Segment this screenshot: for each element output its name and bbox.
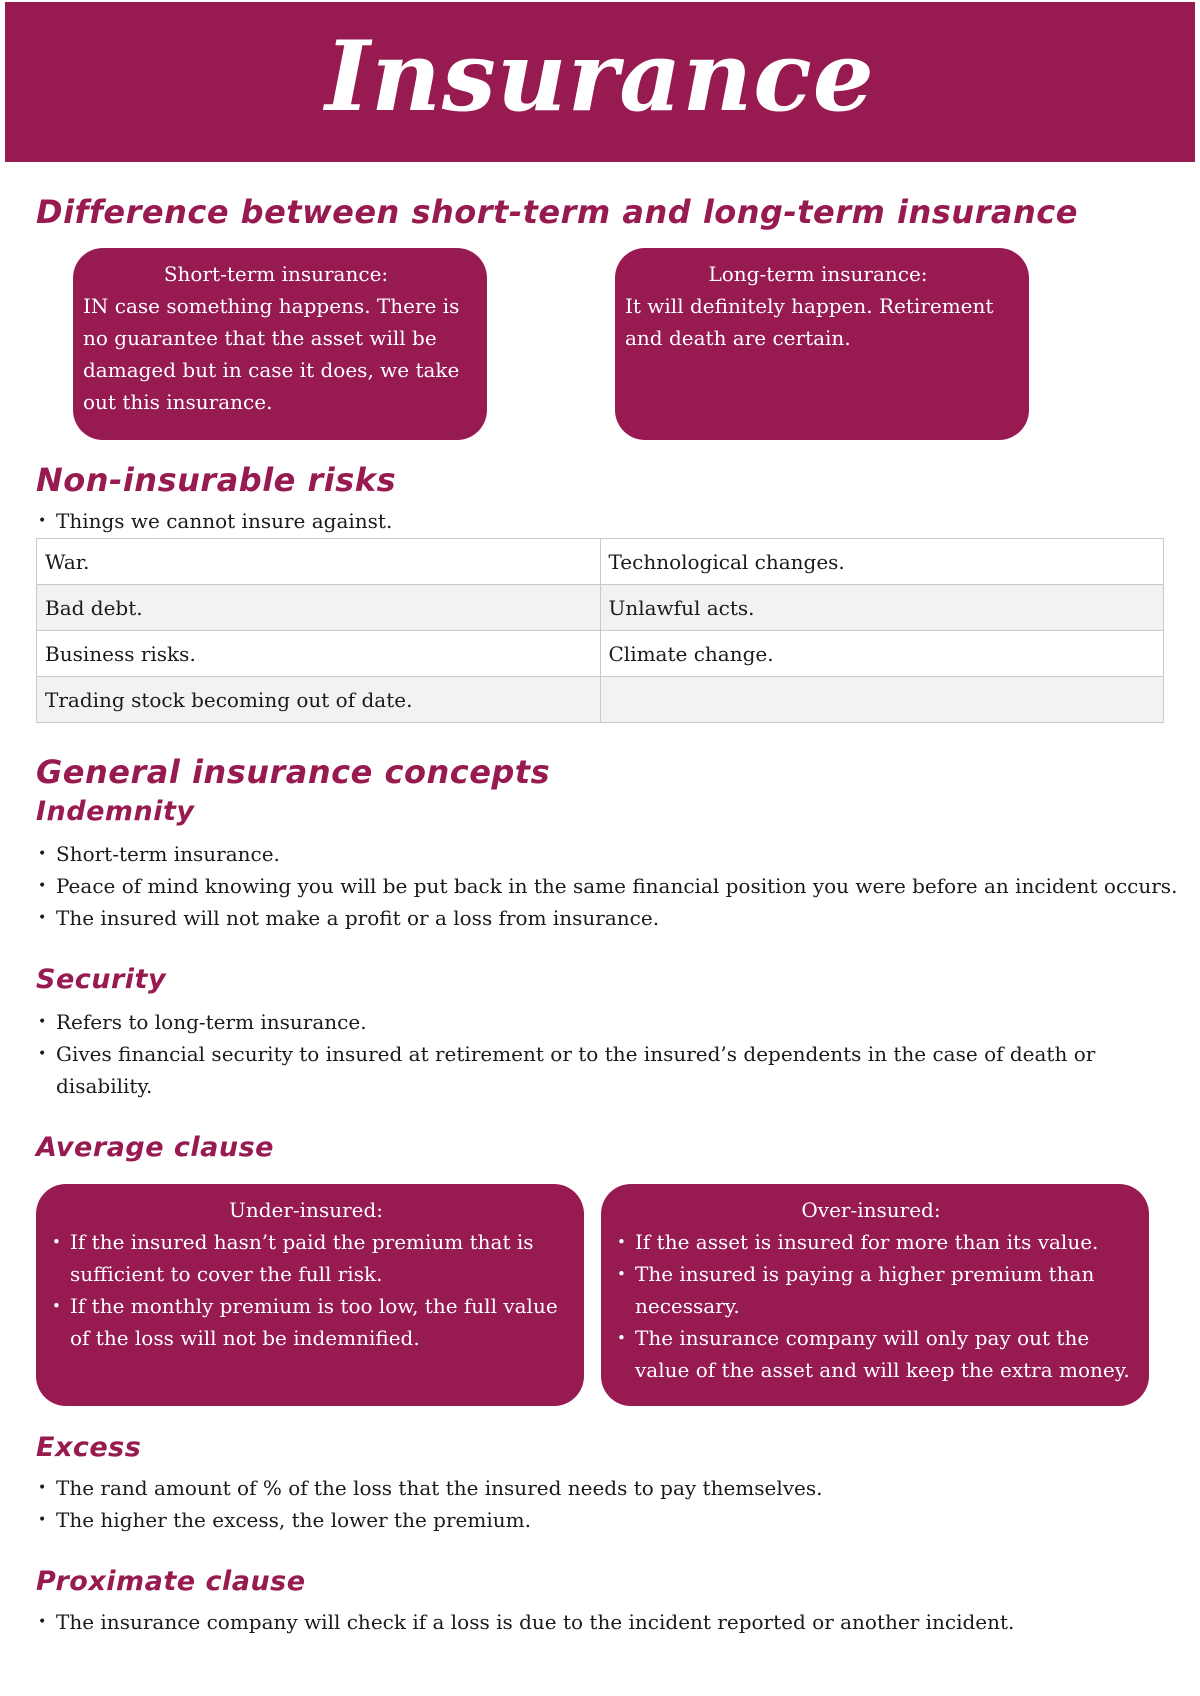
indemnity-heading: Indemnity <box>36 796 195 827</box>
table-row <box>37 677 1164 723</box>
long-term-card <box>615 248 1029 440</box>
security-heading: Security <box>36 964 167 995</box>
short-term-card-title: Short-term insurance: <box>163 262 389 286</box>
long-term-card-text: It will definitely happen. Retirement and death are certain. <box>625 294 994 350</box>
table-cell: Technological changes. <box>600 539 1164 585</box>
average-clause-heading: Average clause <box>36 1132 274 1163</box>
table-cell: Business risks. <box>37 631 601 677</box>
excess-list <box>36 1472 823 1536</box>
list-item: • If the insured hasn’t paid the premium that is sufficient to cover the full risk. <box>46 1226 566 1290</box>
list-item: • The rand amount of % of the loss that the insured needs to pay themselves. <box>36 1472 823 1504</box>
table-cell: War. <box>37 539 601 585</box>
list-item: • Things we cannot insure against. <box>36 505 392 537</box>
list-item: • Refers to long-term insurance. <box>36 1006 1096 1038</box>
under-insured-card <box>36 1184 584 1406</box>
over-insured-list <box>611 1226 1131 1386</box>
list-item: • If the monthly premium is too low, the full value of the loss will not be indemnified. <box>46 1290 566 1354</box>
table-cell: Climate change. <box>600 631 1164 677</box>
proximate-clause-heading: Proximate clause <box>36 1566 306 1597</box>
table-row <box>37 585 1164 631</box>
table-cell: Unlawful acts. <box>600 585 1164 631</box>
excess-heading: Excess <box>36 1432 142 1463</box>
non-insurable-risks-table <box>36 538 1164 723</box>
table-cell: Trading stock becoming out of date. <box>37 677 601 723</box>
list-item: • The insured is paying a higher premium than necessary. <box>611 1258 1131 1322</box>
list-item: • If the asset is insured for more than its value. <box>611 1226 1131 1258</box>
under-insured-list <box>46 1226 566 1354</box>
title-banner <box>5 2 1195 162</box>
table-cell: Bad debt. <box>37 585 601 631</box>
table-cell <box>600 677 1164 723</box>
over-insured-card-title: Over-insured: <box>801 1198 941 1222</box>
non-insurable-intro-list <box>36 505 392 537</box>
list-item: • The insurance company will only pay out the value of the asset and will keep the extra money. <box>611 1322 1131 1386</box>
short-term-card-text: IN case something happens. There is no guarantee that the asset will be damaged but in case it does, we take out this insurance. <box>83 294 460 414</box>
list-item: • The insurance company will check if a loss is due to the incident reported or another incident. <box>36 1606 1014 1638</box>
under-insured-card-title: Under-insured: <box>228 1198 384 1222</box>
over-insured-card <box>601 1184 1149 1406</box>
table-row <box>37 539 1164 585</box>
security-list <box>36 1006 1096 1102</box>
list-item: • The insured will not make a profit or a loss from insurance. <box>36 902 1177 934</box>
list-item: • Gives financial security to insured at retirement or to the insured’s dependents in the case of death or disability. <box>36 1038 1096 1102</box>
table-row <box>37 631 1164 677</box>
difference-heading: Difference between short-term and long-term insurance <box>36 193 1078 231</box>
list-item: • The higher the excess, the lower the premium. <box>36 1504 823 1536</box>
general-concepts-heading: General insurance concepts <box>36 753 551 791</box>
list-item: • Peace of mind knowing you will be put back in the same financial position you were before an incident occurs. <box>36 870 1177 902</box>
short-term-card <box>73 248 487 440</box>
page-title: Insurance <box>325 20 875 133</box>
long-term-card-title: Long-term insurance: <box>708 262 928 286</box>
non-insurable-heading: Non-insurable risks <box>36 461 397 499</box>
proximate-clause-list <box>36 1606 1014 1638</box>
list-item: • Short-term insurance. <box>36 838 1177 870</box>
indemnity-list <box>36 838 1177 934</box>
